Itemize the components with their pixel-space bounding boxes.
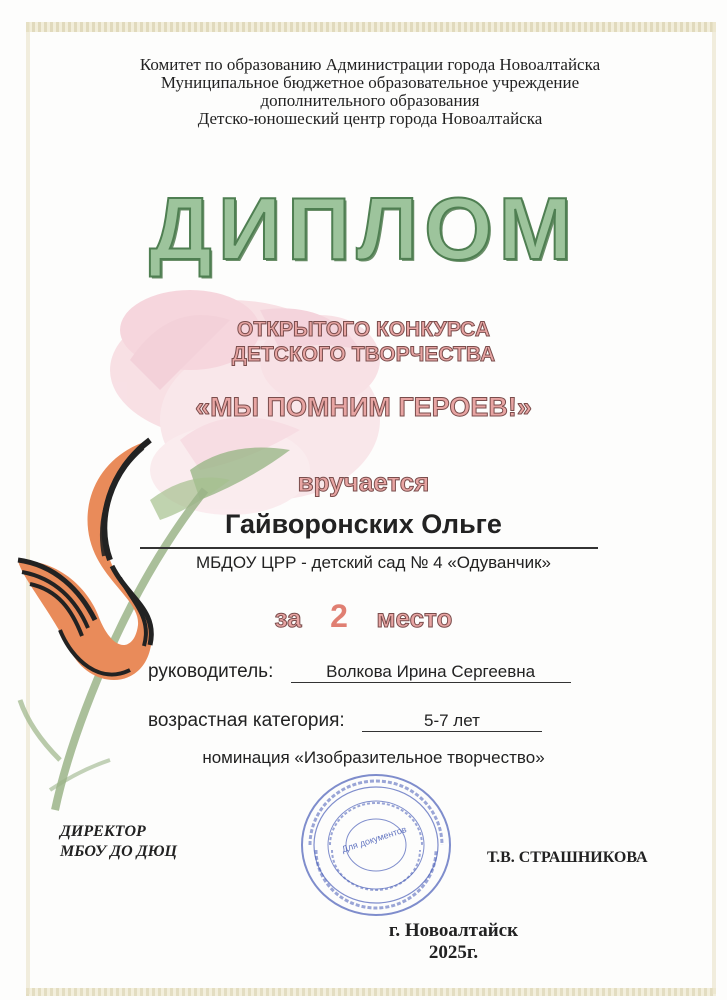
- header-line-1: Комитет по образованию Администрации города Новоалтайска: [139, 55, 601, 74]
- stamp-center-text: Для документов: [340, 824, 408, 855]
- header-line-3: дополнительного образования: [260, 91, 480, 110]
- signer-name: Т.В. СТРАШНИКОВА: [487, 849, 648, 866]
- supervisor-row: [148, 661, 571, 683]
- place-prefix: за: [274, 603, 302, 633]
- nomination: номинация «Изобразительное творчество»: [202, 748, 545, 767]
- diploma-title: ДИПЛОМ: [149, 179, 578, 278]
- year: 2025г.: [428, 942, 479, 963]
- age-row: [148, 710, 542, 732]
- contest-line-1: ОТКРЫТОГО КОНКУРСА: [237, 318, 490, 341]
- director-block: [60, 822, 177, 862]
- city-name: г. Новоалтайск: [388, 920, 519, 941]
- header-line-2: Муниципальное бюджетное образовательное учреждение: [160, 73, 580, 92]
- header-line-4: Детско-юношеский центр города Новоалтайска: [197, 109, 543, 128]
- recipient-name: Гайворонских Ольге: [225, 509, 502, 539]
- age-value: 5-7 лет: [362, 711, 542, 732]
- place-number: 2: [330, 598, 348, 634]
- age-label: возрастная категория:: [148, 710, 345, 731]
- school-name: МБДОУ ЦРР - детский сад № 4 «Одуванчик»: [195, 553, 551, 572]
- place-line: [0, 598, 727, 635]
- place-suffix: место: [376, 603, 453, 633]
- contest-name: «МЫ ПОМНИМ ГЕРОЕВ!»: [195, 392, 532, 422]
- director-organization: МБОУ ДО ДЮЦ: [60, 843, 177, 860]
- organization-header: [60, 56, 680, 128]
- recipient-underline: [140, 547, 598, 549]
- director-title: ДИРЕКТОР: [60, 823, 146, 840]
- supervisor-value: Волкова Ирина Сергеевна: [291, 662, 571, 683]
- supervisor-label: руководитель:: [148, 661, 274, 682]
- official-stamp: [296, 770, 456, 920]
- contest-line-2: ДЕТСКОГО ТВОРЧЕСТВА: [231, 343, 496, 366]
- awarded-label: вручается: [297, 467, 430, 497]
- place-and-year: [0, 920, 727, 964]
